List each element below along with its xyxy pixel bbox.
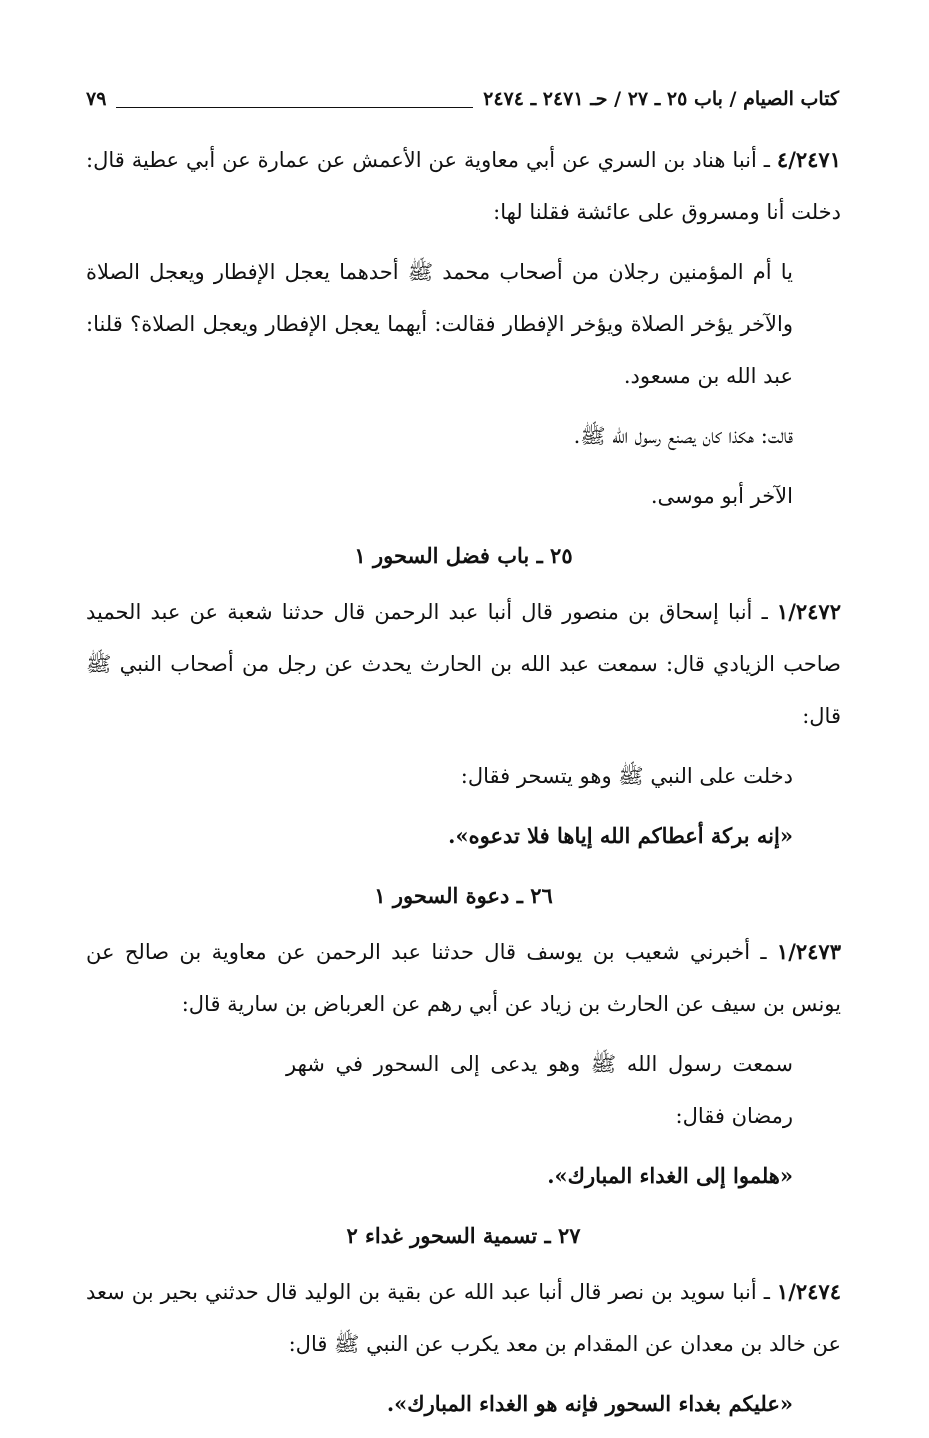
running-title: كتاب الصيام / باب ٢٥ ـ ٢٧ / حـ ٢٤٧١ ـ ٢٤٧٤ — [483, 88, 839, 110]
hadith-2471-isnad — [86, 134, 841, 238]
hadith-2473-isnad — [86, 926, 841, 1030]
page-body — [86, 134, 841, 1438]
hadith-2471-number: ٤/٢٤٧١ — [776, 147, 841, 172]
hadith-2472-isnad — [86, 586, 841, 742]
hadith-2471-chain: ـ أنبا هناد بن السري عن أبي معاوية عن الأعمش عن عمارة عن أبي عطية قال: دخلت أنا ومسروق على عائشة فقلنا لها: — [86, 148, 841, 224]
hadith-2471-note: الآخر أبو موسى. — [650, 484, 793, 508]
hadith-2474-number: ١/٢٤٧٤ — [776, 1279, 841, 1304]
hadith-2472-number: ١/٢٤٧٢ — [776, 599, 841, 624]
running-header — [86, 84, 839, 114]
hadith-2471-answer: قالت: هكذا كان يصنع رسول الله ﷺ. — [573, 424, 793, 448]
hadith-2472-quote: «إنه بركة أعطاكم الله إياها فلا تدعوه». — [448, 823, 793, 848]
hadith-2473-quote: «هلموا إلى الغداء المبارك». — [547, 1163, 793, 1188]
hadith-2473-chain: ـ أخبرني شعيب بن يوسف قال حدثنا عبد الرحمن عن معاوية بن صالح عن يونس بن سيف عن الحارث بن زياد عن أبي رهم عن العرباض بن سارية قال: — [86, 940, 841, 1016]
page-number: ٧٩ — [86, 88, 107, 110]
hadith-2474-isnad — [86, 1266, 841, 1370]
chapter-25-heading: ٢٥ ـ باب فضل السحور ١ — [354, 543, 573, 568]
chapter-27-heading: ٢٧ ـ تسمية السحور غداء ٢ — [346, 1223, 581, 1248]
hadith-2473-number: ١/٢٤٧٣ — [776, 939, 841, 964]
chapter-26-heading: ٢٦ ـ دعوة السحور ١ — [374, 883, 553, 908]
hadith-2472-chain: ـ أنبا إسحاق بن منصور قال أنبا عبد الرحمن قال حدثنا شعبة عن عبد الحميد صاحب الزيادي قال: سمعت عبد الله بن الحارث يحدث عن رجل من أصحاب النبي ﷺ قال: — [86, 600, 841, 728]
hadith-2471-text: يا أم المؤمنين رجلان من أصحاب محمد ﷺ أحدهما يعجل الإفطار ويعجل الصلاة والآخر يؤخر الصلاة ويؤخر الإفطار فقالت: أيهما يعجل الإفطار ويعجل الصلاة؟ قلنا: عبد الله بن مسعود. — [86, 260, 793, 388]
hadith-2474-quote: «عليكم بغداء السحور فإنه هو الغداء المبارك». — [386, 1391, 793, 1416]
hadith-2474-chain: ـ أنبا سويد بن نصر قال أنبا عبد الله عن بقية بن الوليد قال حدثني بحير بن سعد عن خالد بن معدان عن المقدام بن معد يكرب عن النبي ﷺ قال: — [86, 1280, 841, 1356]
hadith-2472-text: دخلت على النبي ﷺ وهو يتسحر فقال: — [460, 764, 793, 788]
header-rule — [116, 107, 473, 108]
hadith-2473-text: سمعت رسول الله ﷺ وهو يدعى إلى السحور في شهر رمضان فقال: — [286, 1052, 793, 1128]
